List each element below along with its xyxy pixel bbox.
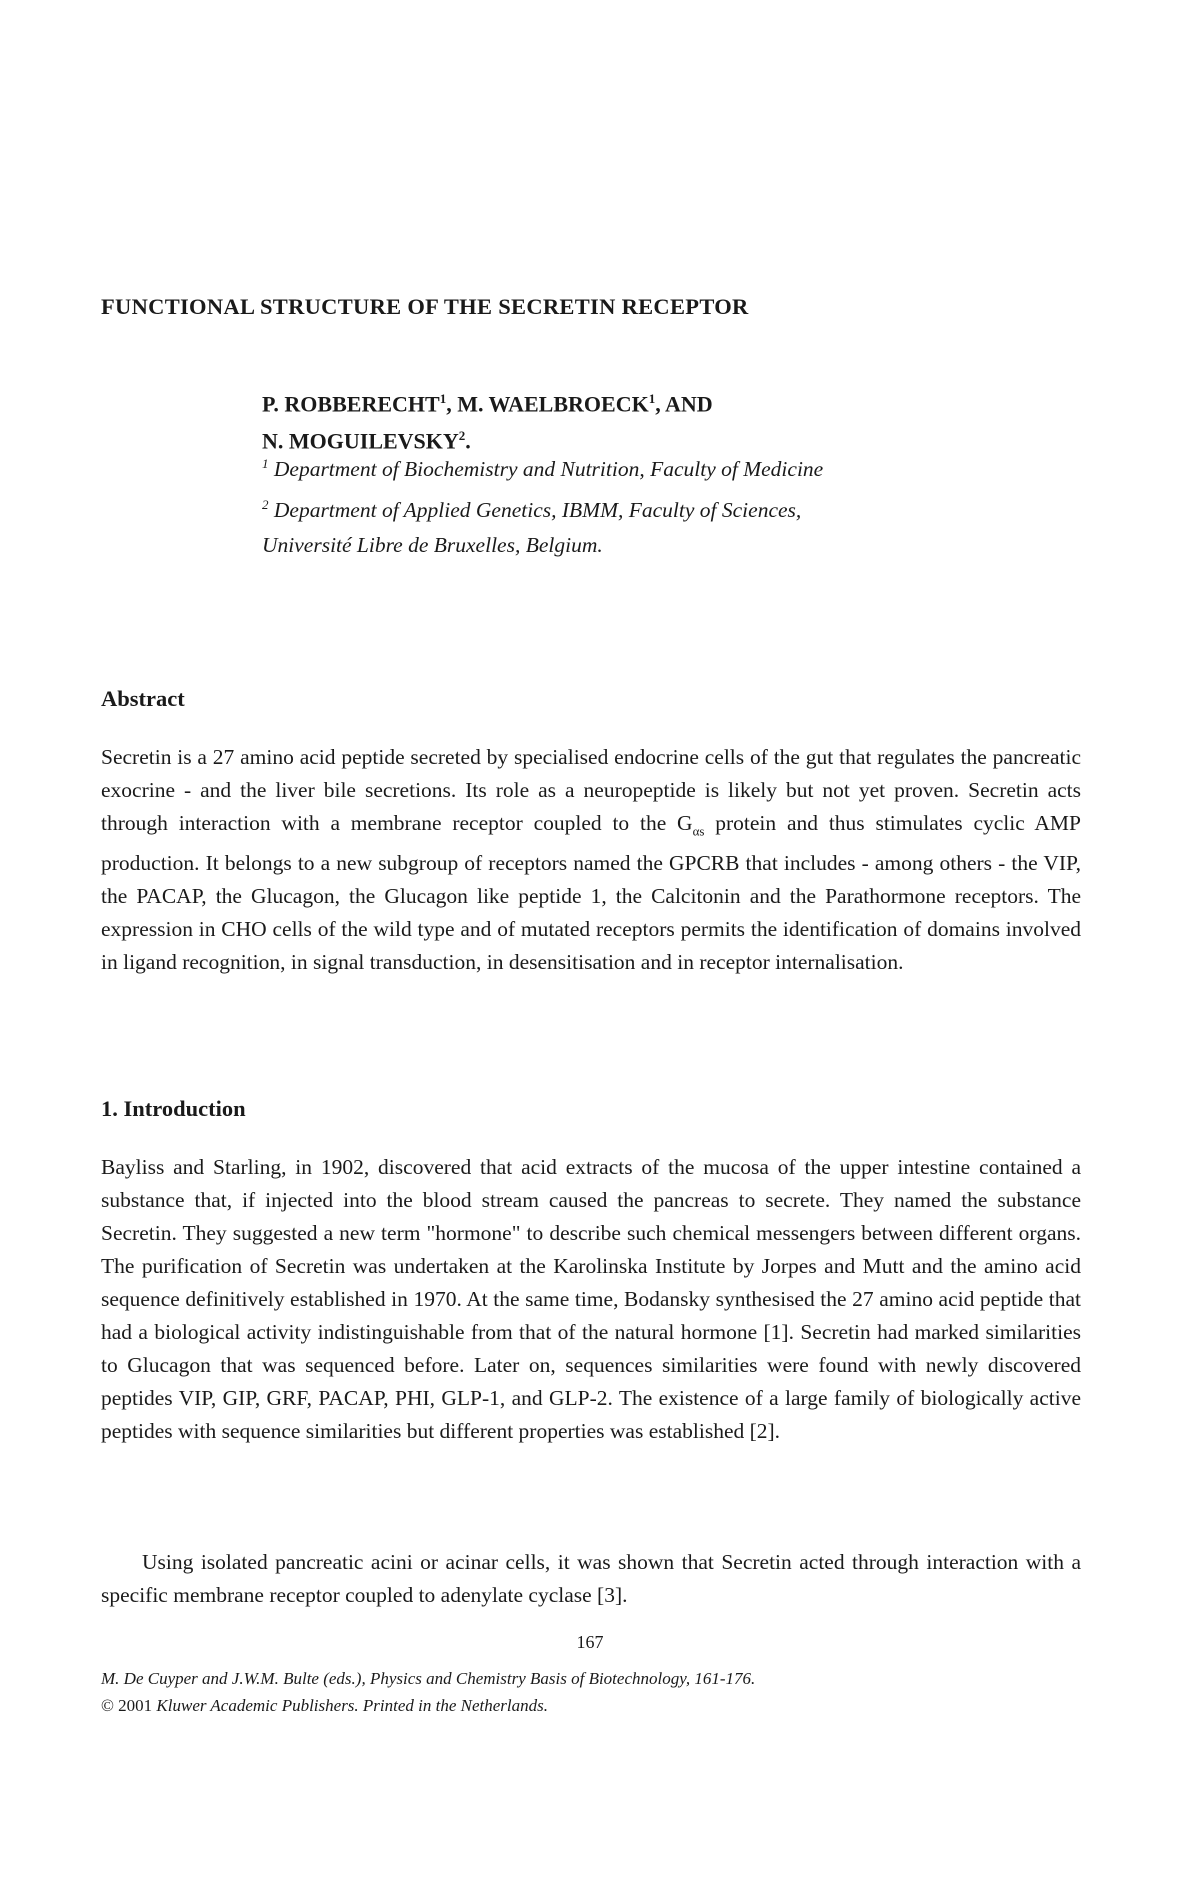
affiliation-2-text: Department of Applied Genetics, IBMM, Faculty of Sciences, bbox=[268, 498, 802, 523]
introduction-paragraph-2: Using isolated pancreatic acini or acinar cells, it was shown that Secretin acted through interaction with a specific membrane receptor coupled to adenylate cyclase [3]. bbox=[101, 1550, 1081, 1607]
abstract-heading: Abstract bbox=[101, 686, 185, 711]
footer-editors-line: M. De Cuyper and J.W.M. Bulte (eds.), Physics and Chemistry Basis of Biotechnology, 161-176. bbox=[101, 1669, 756, 1688]
abstract-paragraph bbox=[101, 741, 1081, 979]
affiliation-1-text: Department of Biochemistry and Nutrition, Faculty of Medicine bbox=[268, 457, 824, 482]
abstract-text-part-2: protein and thus stimulates cyclic AMP production. It belongs to a new subgroup of receptors named the GPCRB that includes - among others - the VIP, the PACAP, the Glucagon, the Glucagon like peptide 1, the Calcitonin and the Parathormone receptors. The expression in CHO cells of the wild type and of mutated receptors permits the identification of domains involved in ligand recognition, in signal transduction, in desensitisation and in receptor internalisation. bbox=[101, 811, 1081, 975]
author-robberecht-affiliation-mark: 1 bbox=[439, 391, 447, 406]
author-moguilevsky-affiliation-mark: 2 bbox=[458, 428, 466, 444]
author-waelbroeck-affiliation-mark: 1 bbox=[648, 391, 656, 406]
copyright-symbol: © 2001 bbox=[101, 1696, 153, 1715]
author-robberecht: P. ROBBERECHT bbox=[262, 391, 440, 417]
introduction-heading: 1. Introduction bbox=[101, 1096, 246, 1121]
footer-copyright-line bbox=[101, 1692, 755, 1719]
affiliation-2 bbox=[262, 487, 823, 528]
footer-publisher: Kluwer Academic Publishers. Printed in the Netherlands. bbox=[152, 1696, 549, 1715]
author-line-1 bbox=[262, 383, 713, 420]
affiliation-2-mark: 2 bbox=[262, 497, 269, 513]
affiliation-1-mark: 1 bbox=[262, 456, 269, 471]
paper-title: FUNCTIONAL STRUCTURE OF THE SECRETIN RECEPTOR bbox=[101, 294, 749, 319]
g-protein-subscript: αs bbox=[692, 823, 705, 839]
page-number: 167 bbox=[576, 1632, 604, 1652]
citation-footer bbox=[101, 1665, 755, 1719]
affiliation-list bbox=[262, 446, 823, 563]
affiliation-university: Université Libre de Bruxelles, Belgium. bbox=[262, 533, 603, 558]
author-waelbroeck: , M. WAELBROECK bbox=[446, 391, 649, 417]
author-moguilevsky: N. MOGUILEVSKY bbox=[262, 428, 459, 454]
affiliation-1 bbox=[262, 446, 823, 487]
introduction-paragraph-1: Bayliss and Starling, in 1902, discovered that acid extracts of the mucosa of the upper intestine contained a substance that, if injected into the blood stream caused the pancreas to secrete. They named the substance Secretin. They suggested a new term "hormone" to describe such chemical messengers between different organs. The purification of Secretin was undertaken at the Karolinska Institute by Jorpes and Mutt and the amino acid sequence definitively established in 1970. At the same time, Bodansky synthesised the 27 amino acid peptide that had a biological activity indistinguishable from that of the natural hormone [1]. Secretin had marked similarities to Glucagon that was sequenced before. Later on, sequences similarities were found with newly discovered peptides VIP, GIP, GRF, PACAP, PHI, GLP-1, and GLP-2. The existence of a large family of biologically active peptides with sequence similarities but different properties was established [2]. bbox=[101, 1155, 1081, 1443]
author-conjunction: , AND bbox=[655, 391, 713, 417]
author-line-end: . bbox=[465, 428, 471, 454]
abstract-text-part-1: Secretin is a 27 amino acid peptide secreted by specialised endocrine cells of the gut that regulates the pancreatic exocrine - and the liver bile secretions. Its role as a neuropeptide is likely but not yet proven. Secretin acts through interaction with a membrane receptor coupled to the G bbox=[101, 745, 1081, 835]
